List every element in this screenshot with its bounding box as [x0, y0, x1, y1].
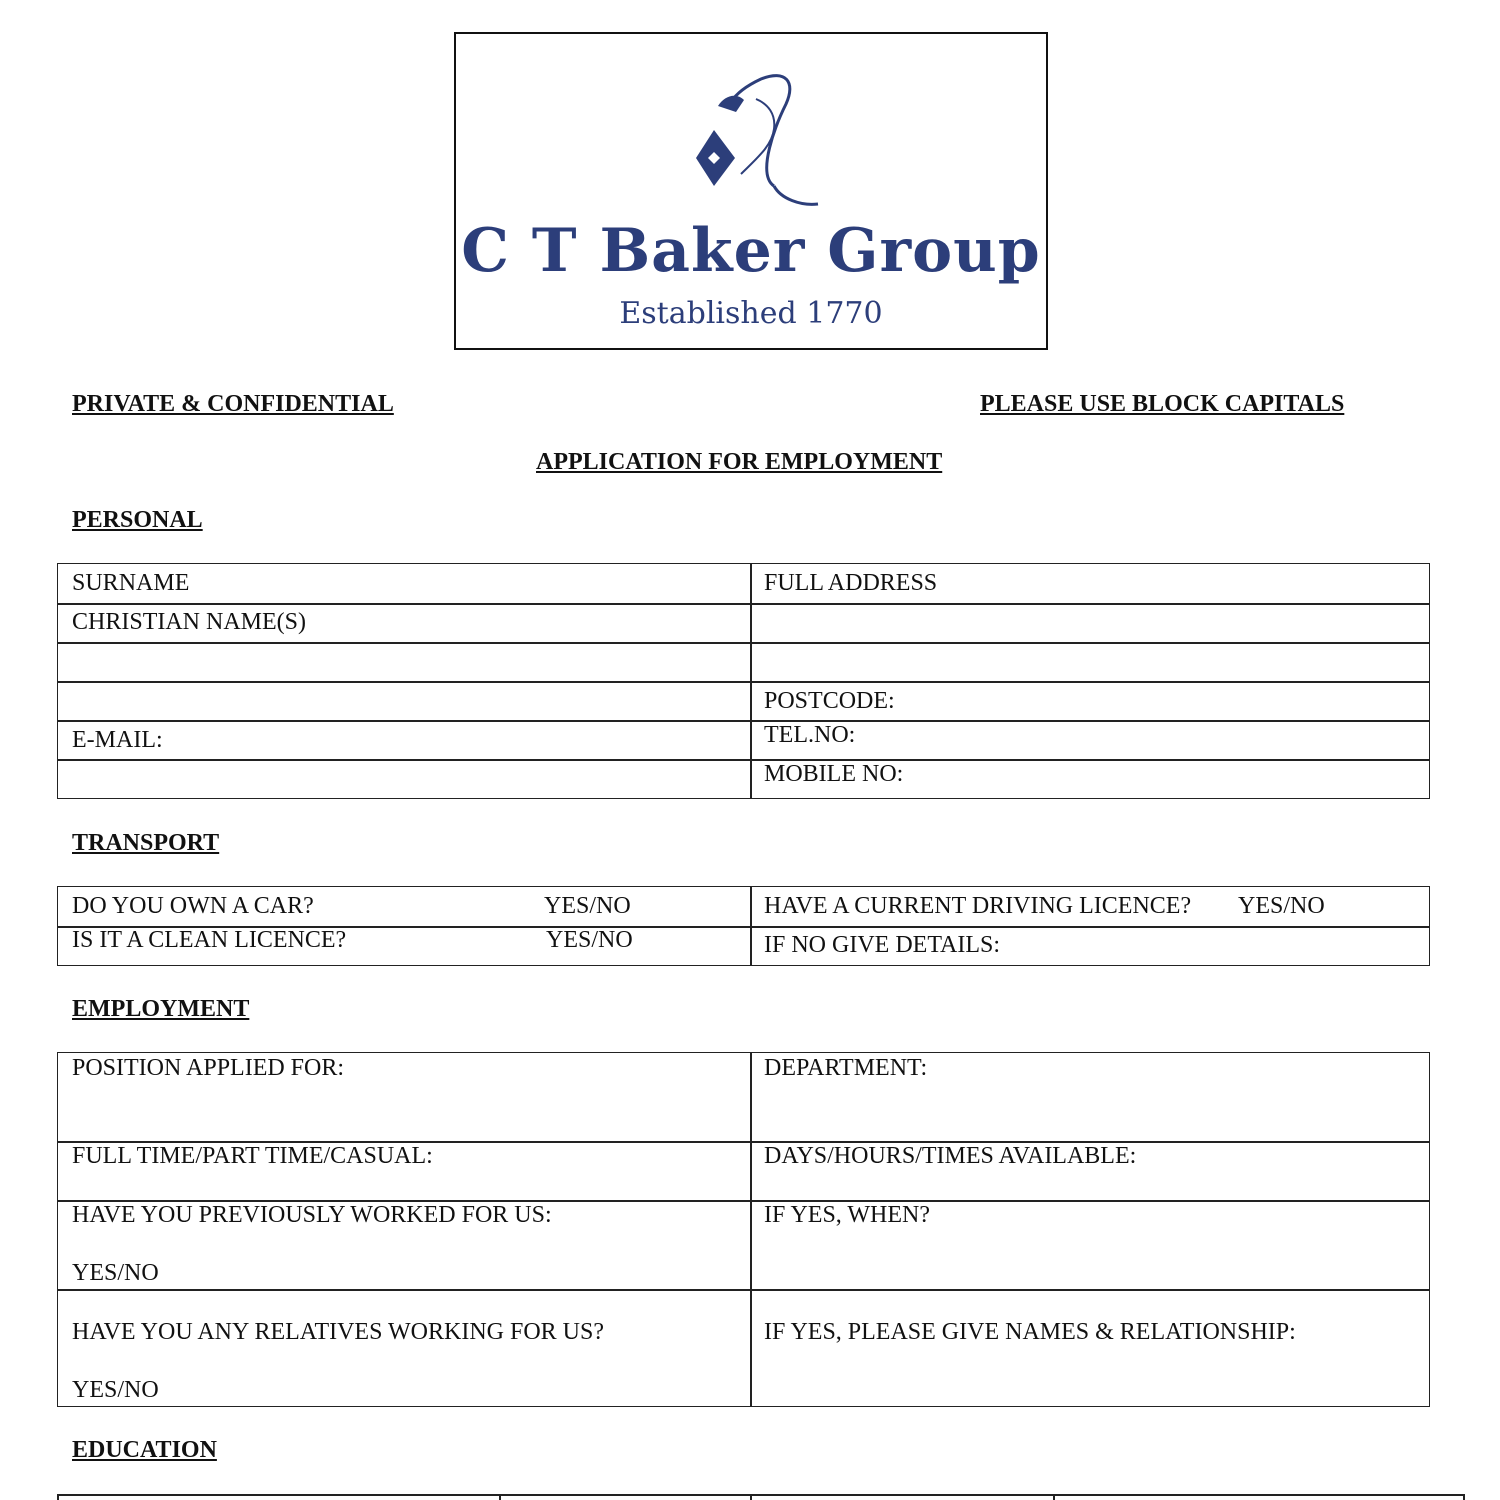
education-col-line: [499, 1494, 501, 1500]
confidential-label: PRIVATE & CONFIDENTIAL: [72, 391, 394, 417]
postcode-field[interactable]: POSTCODE:: [764, 688, 895, 714]
christian-names-field[interactable]: CHRISTIAN NAME(S): [72, 609, 306, 635]
row-divider: [57, 642, 1430, 644]
tel-no-field[interactable]: TEL.NO:: [764, 722, 856, 748]
education-table-top: [57, 1494, 1465, 1496]
driving-licence-question: HAVE A CURRENT DRIVING LICENCE?: [764, 893, 1192, 919]
relatives-question: HAVE YOU ANY RELATIVES WORKING FOR US?: [72, 1319, 605, 1345]
own-car-answer[interactable]: YES/NO: [544, 893, 631, 919]
established-tagline: Established 1770: [619, 296, 883, 331]
row-divider: [57, 759, 1430, 761]
form-title: APPLICATION FOR EMPLOYMENT: [536, 449, 943, 475]
contract-type-field[interactable]: FULL TIME/PART TIME/CASUAL:: [72, 1143, 433, 1169]
company-logo: [454, 32, 1048, 350]
education-col-line: [1463, 1494, 1465, 1500]
personal-heading: PERSONAL: [72, 507, 203, 533]
availability-field[interactable]: DAYS/HOURS/TIMES AVAILABLE:: [764, 1143, 1137, 1169]
row-divider: [57, 681, 1430, 683]
clean-licence-answer[interactable]: YES/NO: [546, 927, 633, 953]
previously-worked-question: HAVE YOU PREVIOUSLY WORKED FOR US:: [72, 1202, 552, 1228]
department-field[interactable]: DEPARTMENT:: [764, 1055, 928, 1081]
transport-heading: TRANSPORT: [72, 830, 220, 856]
row-divider: [57, 1289, 1430, 1291]
clean-licence-question: IS IT A CLEAN LICENCE?: [72, 927, 347, 953]
education-col-line: [57, 1494, 59, 1500]
surname-field[interactable]: SURNAME: [72, 570, 190, 596]
position-field[interactable]: POSITION APPLIED FOR:: [72, 1055, 345, 1081]
employment-divider: [750, 1052, 752, 1407]
employment-table: [57, 1052, 1430, 1407]
swan-icon: [456, 34, 1046, 234]
row-divider: [57, 603, 1430, 605]
full-address-field[interactable]: FULL ADDRESS: [764, 570, 938, 596]
employment-heading: EMPLOYMENT: [72, 996, 250, 1022]
relatives-answer[interactable]: YES/NO: [72, 1377, 159, 1403]
driving-licence-answer[interactable]: YES/NO: [1238, 893, 1325, 919]
mobile-no-field[interactable]: MOBILE NO:: [764, 761, 904, 787]
own-car-question: DO YOU OWN A CAR?: [72, 893, 314, 919]
email-field[interactable]: E-MAIL:: [72, 727, 163, 753]
block-capitals-label: PLEASE USE BLOCK CAPITALS: [980, 391, 1345, 417]
row-divider: [57, 720, 1430, 722]
licence-details-field[interactable]: IF NO GIVE DETAILS:: [764, 932, 1001, 958]
relatives-names-field[interactable]: IF YES, PLEASE GIVE NAMES & RELATIONSHIP:: [764, 1319, 1296, 1345]
education-col-line: [1053, 1494, 1055, 1500]
previously-worked-answer[interactable]: YES/NO: [72, 1260, 159, 1286]
education-heading: EDUCATION: [72, 1437, 217, 1463]
previous-when-field[interactable]: IF YES, WHEN?: [764, 1202, 930, 1228]
education-col-line: [750, 1494, 752, 1500]
company-name: C T Baker Group: [461, 216, 1041, 286]
